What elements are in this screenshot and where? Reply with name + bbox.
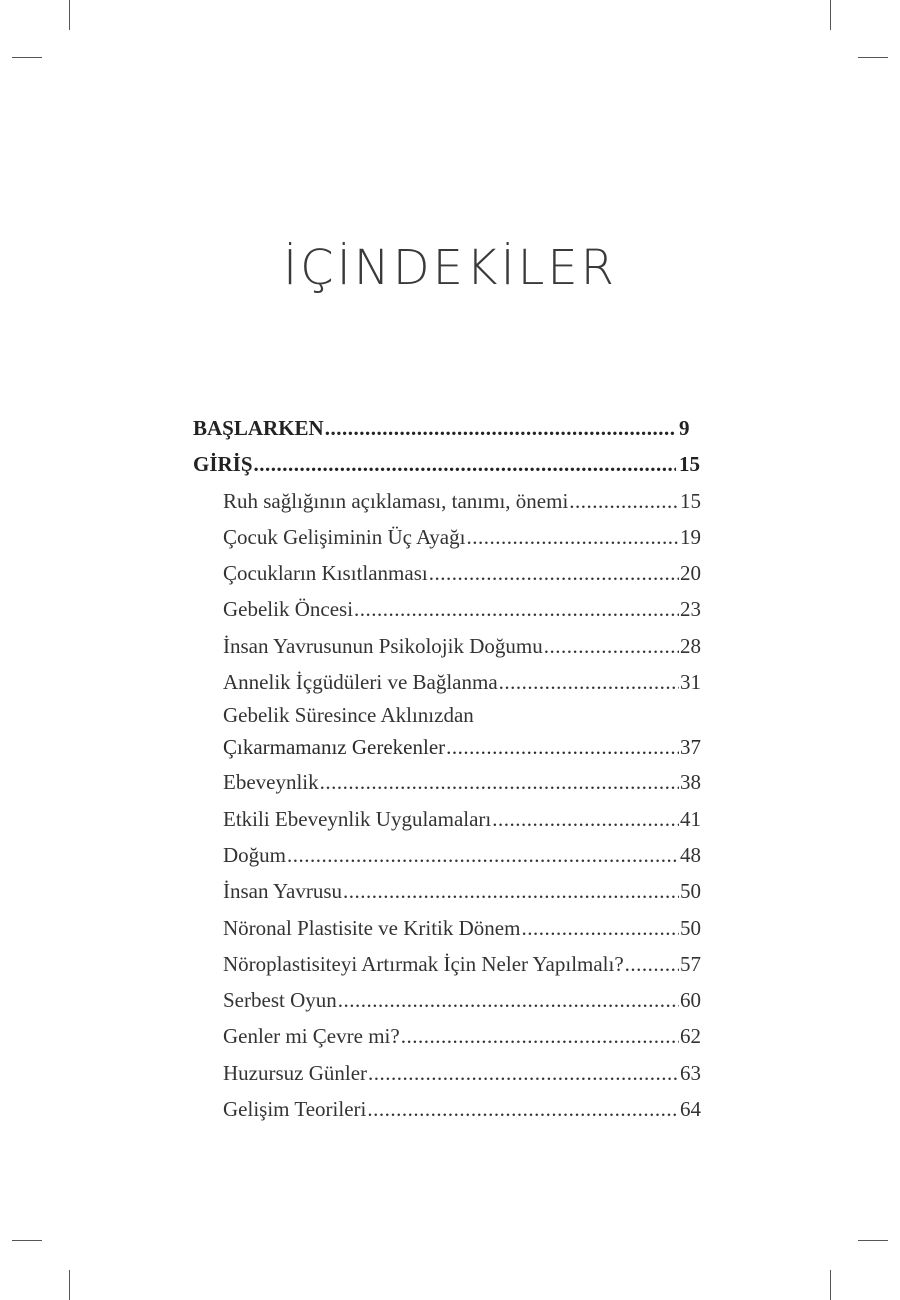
toc-leader [401,1018,679,1054]
toc-page: 48 [680,842,701,867]
toc-page: 20 [680,561,701,586]
toc-leader [320,764,679,800]
toc-leader [325,410,676,446]
toc-leader [368,1055,679,1091]
toc-leader [343,873,679,909]
toc-label: Ebeveynlik [223,770,319,795]
toc-label: Annelik İçgüdüleri ve Bağlanma [223,670,498,695]
toc-page: 64 [680,1097,701,1122]
toc-leader [492,801,679,837]
crop-mark [858,57,888,58]
toc-entry[interactable] [193,946,701,982]
toc-page: 41 [680,806,701,831]
toc-entry[interactable] [193,519,701,555]
toc-leader [429,555,679,591]
toc-leader [287,837,679,873]
toc-label: Nöronal Plastisite ve Kritik Dönem [223,915,521,940]
toc-label: Genler mi Çevre mi? [223,1024,400,1049]
toc-page: 15 [679,452,700,477]
toc-page: 57 [680,951,701,976]
toc-page: 31 [680,670,701,695]
toc-page: 15 [680,488,701,513]
toc-leader [544,628,679,664]
toc-page: 60 [680,988,701,1013]
toc-entry-multiline[interactable] [193,700,701,764]
toc-label: Gelişim Teorileri [223,1097,367,1122]
crop-mark [12,1240,42,1241]
toc-label: Etkili Ebeveynlik Uygulamaları [223,806,492,831]
toc-entry-main[interactable] [193,410,701,446]
crop-mark [12,57,42,58]
toc-entry[interactable] [193,664,701,700]
toc-page: 9 [679,416,690,440]
toc-entry[interactable] [193,591,701,627]
toc-page: 37 [680,735,701,760]
crop-mark [69,0,70,30]
table-of-contents [193,410,701,1127]
toc-label: Gebelik Öncesi [223,597,354,622]
toc-leader [466,519,679,555]
toc-label: Huzursuz Günler [223,1060,368,1085]
toc-label: Doğum [223,842,286,867]
crop-mark [830,0,831,30]
toc-page: 19 [680,524,701,549]
toc-page: 28 [680,633,701,658]
toc-entry[interactable] [193,801,701,837]
toc-label: Çocuk Gelişiminin Üç Ayağı [223,524,466,549]
toc-entry[interactable] [193,483,701,519]
toc-leader [254,446,676,482]
toc-page: 62 [680,1024,701,1049]
toc-label: Çıkarmamanız Gerekenler [223,735,446,760]
toc-page: 50 [680,879,701,904]
toc-label: İnsan Yavrusu [223,879,343,904]
toc-entry[interactable] [193,1018,701,1054]
toc-leader [499,664,679,700]
toc-label: Çocukların Kısıtlanması [223,561,428,586]
toc-label: Ruh sağlığının açıklaması, tanımı, önemi [223,488,569,513]
toc-leader [367,1091,679,1127]
crop-mark [830,1270,831,1300]
toc-leader [354,591,679,627]
toc-entry[interactable] [193,764,701,800]
toc-entry[interactable] [193,982,701,1018]
page-title: İÇİNDEKİLER [282,240,618,297]
toc-label: BAŞLARKEN [193,416,324,440]
toc-label-line1: Gebelik Süresince Aklınızdan [223,703,474,728]
toc-entry[interactable] [193,628,701,664]
toc-entry[interactable] [193,555,701,591]
toc-entry[interactable] [193,837,701,873]
toc-leader [521,910,679,946]
toc-page: 23 [680,597,701,622]
toc-leader [569,483,679,519]
toc-entry[interactable] [193,1055,701,1091]
crop-mark [69,1270,70,1300]
toc-label: GİRİŞ [193,452,253,477]
toc-leader [625,946,679,982]
toc-label: Nöroplastisiteyi Artırmak İçin Neler Yapılmalı? [223,951,624,976]
toc-page: 50 [680,915,701,940]
crop-mark [858,1240,888,1241]
toc-label: İnsan Yavrusunun Psikolojik Doğumu [223,633,543,658]
toc-page: 63 [680,1060,701,1085]
toc-entry[interactable] [193,873,701,909]
toc-leader [446,730,679,764]
toc-leader [338,982,679,1018]
toc-entry[interactable] [193,910,701,946]
toc-entry[interactable] [193,1091,701,1127]
toc-label: Serbest Oyun [223,988,337,1013]
toc-page: 38 [680,770,701,795]
toc-entry-main[interactable] [193,446,701,482]
